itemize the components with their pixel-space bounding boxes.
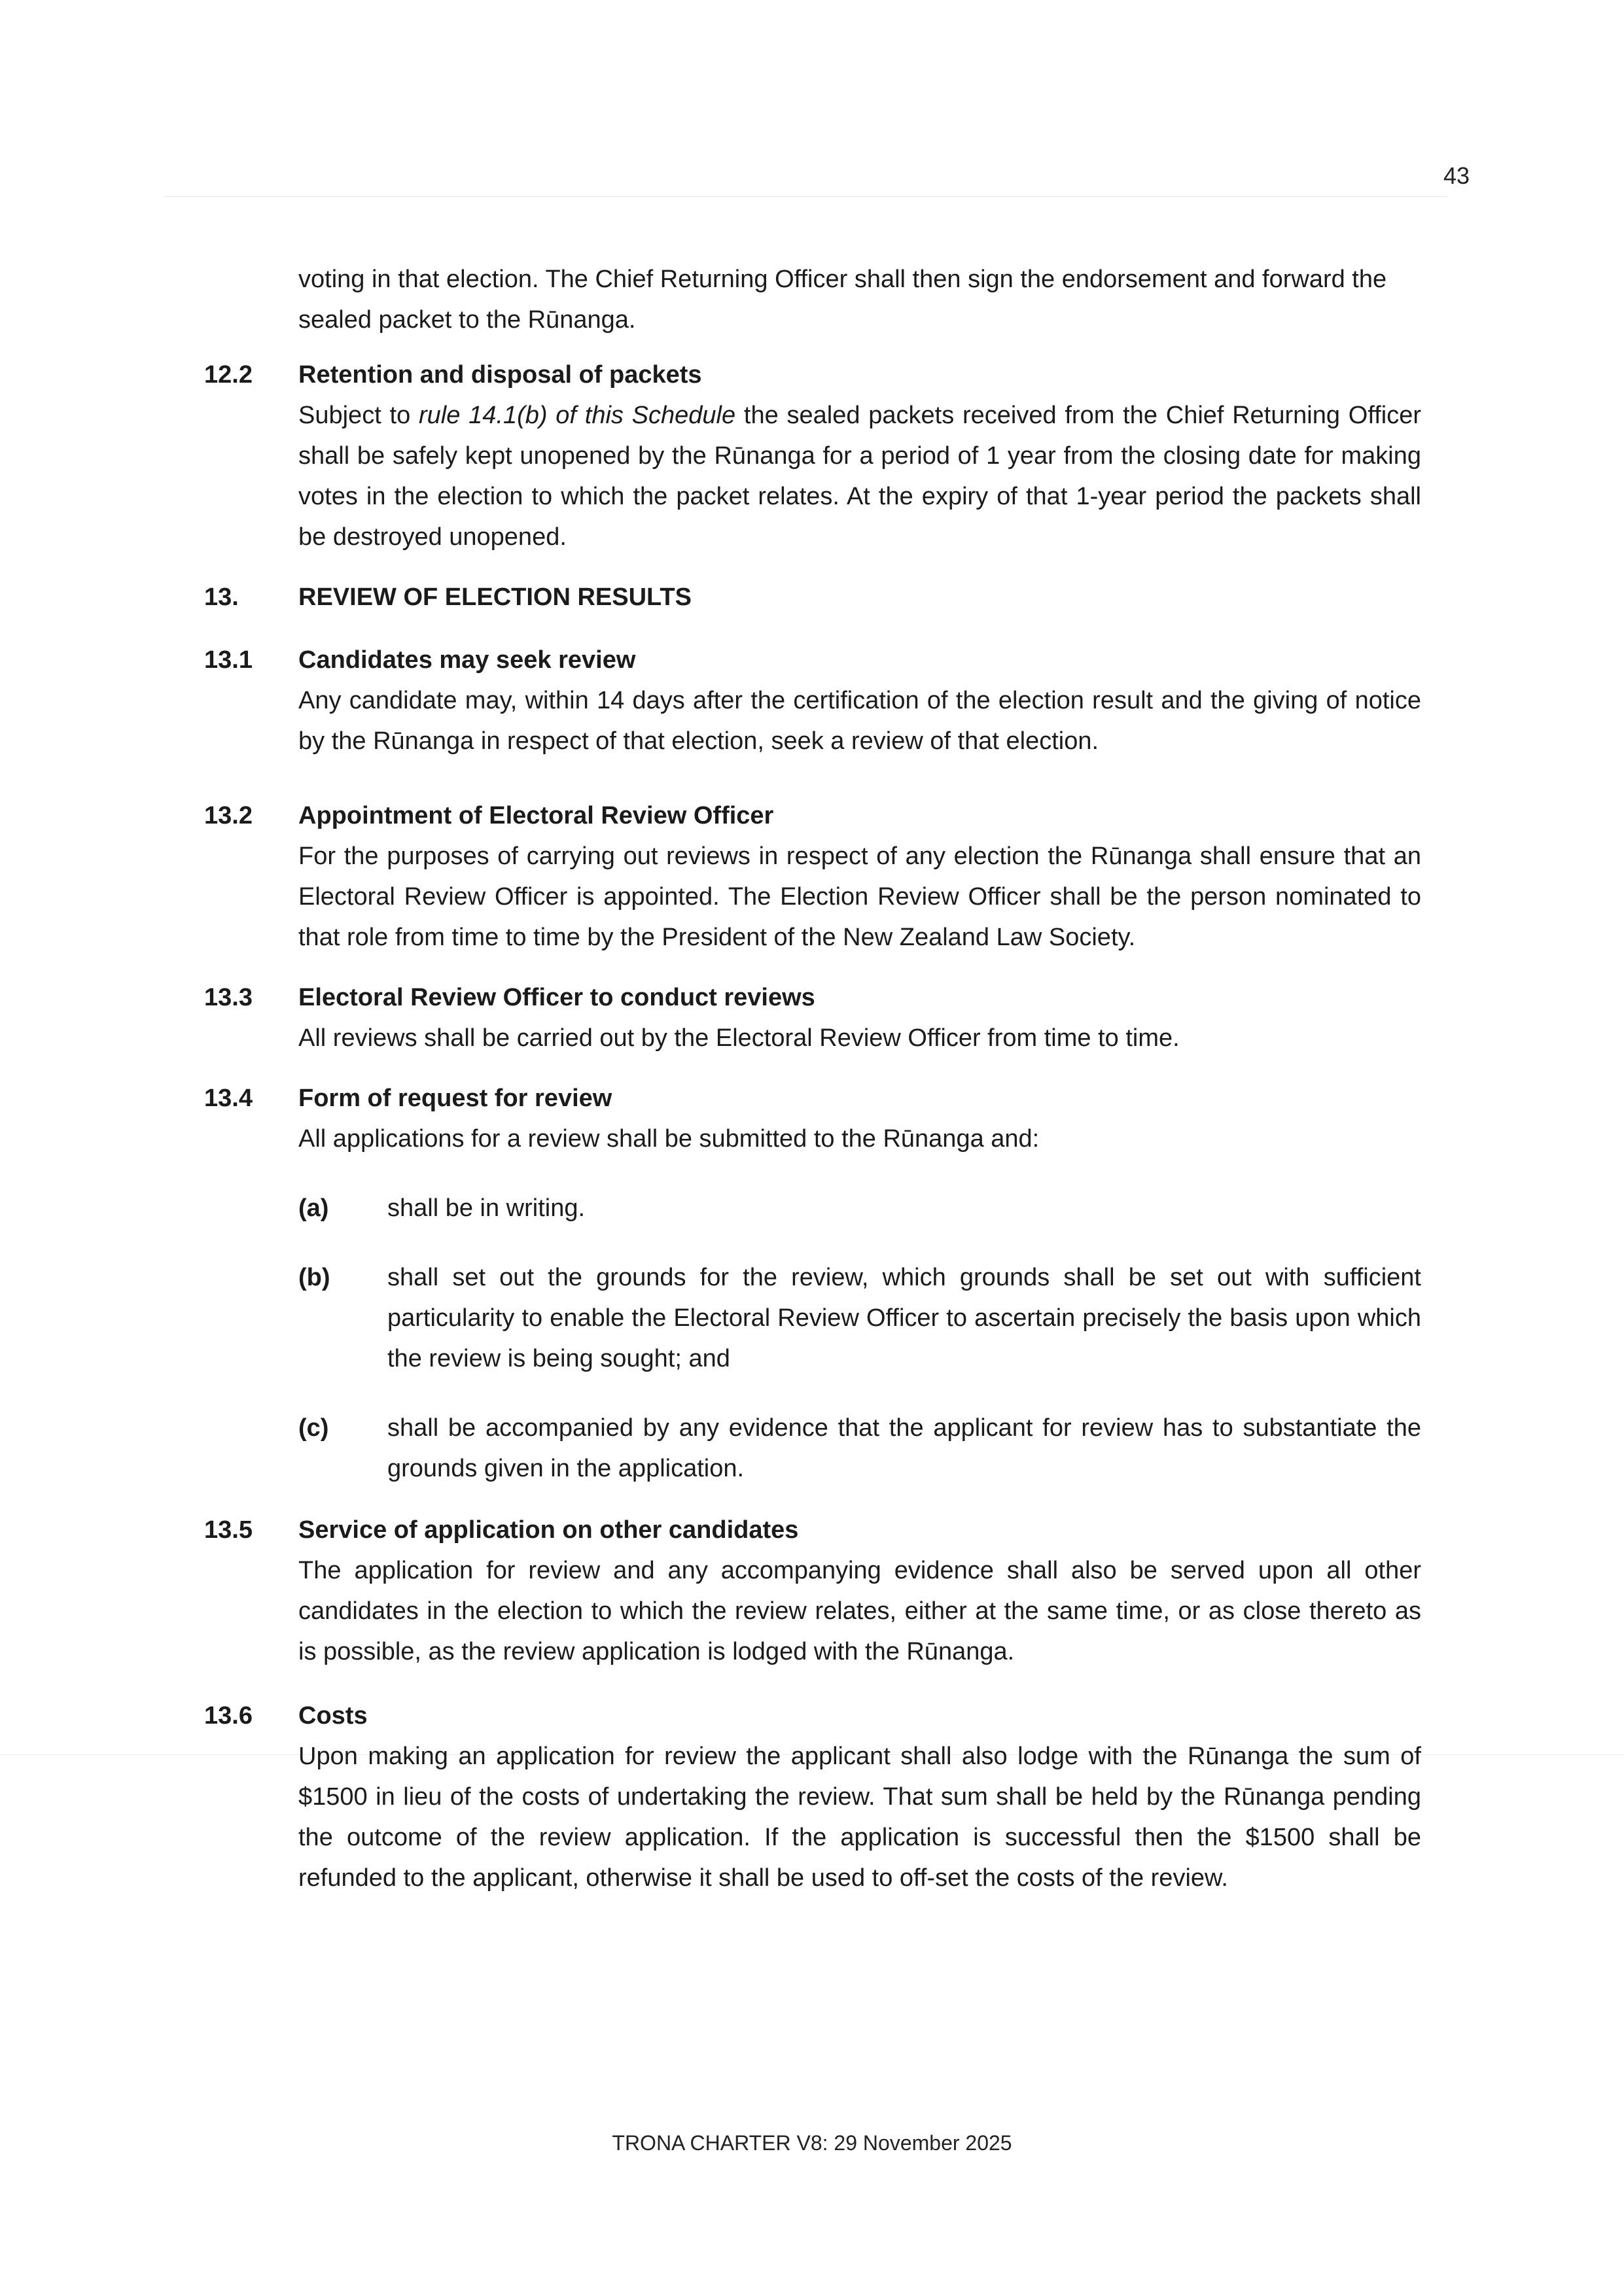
- section-13-2: [204, 795, 1421, 958]
- list-item-label: (b): [298, 1264, 330, 1291]
- list-item-text: shall set out the grounds for the review, which grounds shall be set out with sufficient particularity to enable the Electoral Review Officer to ascertain precisely the basis upon which the review is being sought; and: [387, 1264, 1421, 1372]
- section-title: Retention and disposal of packets: [298, 361, 702, 389]
- list-item-text: shall be accompanied by any evidence that the applicant for review has to substantiate the grounds given in the application.: [387, 1414, 1421, 1482]
- section-number: 13.3: [204, 984, 253, 1011]
- section-title: Form of request for review: [298, 1085, 612, 1112]
- section-title: Appointment of Electoral Review Officer: [298, 802, 774, 829]
- section-text: Subject to rule 14.1(b) of this Schedule the sealed packets received from the Chief Returning Officer shall be safely kept unopened by the Rūnanga for a period of 1 year from the closing date for making votes in the election to which the packet relates. At the expiry of that 1-year period the packets shall be destroyed unopened.: [298, 402, 1421, 551]
- list-item-label: (a): [298, 1194, 329, 1222]
- intro-paragraph: voting in that election. The Chief Returning Officer shall then sign the endorsement and forward the sealed packet to the Rūnanga.: [298, 266, 1387, 334]
- section-number: 12.2: [204, 361, 253, 389]
- main-heading: REVIEW OF ELECTION RESULTS: [298, 583, 692, 611]
- section-number: 13.2: [204, 802, 253, 829]
- rule-reference: rule 14.1(b) of this Schedule: [418, 402, 736, 429]
- section-number: 13.6: [204, 1702, 253, 1730]
- list-item: [298, 1408, 1421, 1489]
- list-item-text: shall be in writing.: [387, 1194, 586, 1222]
- section-13-1: [204, 640, 1421, 761]
- section-title: Costs: [298, 1702, 368, 1730]
- section-number: 13.1: [204, 646, 253, 674]
- section-13-5: [204, 1510, 1421, 1672]
- section-13-6: [204, 1696, 1421, 1898]
- list-item-label: (c): [298, 1414, 329, 1442]
- section-title: Service of application on other candidates: [298, 1516, 799, 1544]
- section-13-3: [204, 977, 1421, 1058]
- list-item: [298, 1257, 1421, 1379]
- list-item: [298, 1188, 1421, 1228]
- section-title: Electoral Review Officer to conduct reviews: [298, 984, 815, 1011]
- section-12-2: [204, 355, 1421, 557]
- page-footer: TRONA CHARTER V8: 29 November 2025: [612, 2131, 1012, 2155]
- section-13: [204, 577, 1421, 617]
- section-13-4: [204, 1078, 1421, 1489]
- section-text: The application for review and any accompanying evidence shall also be served upon all other candidates in the election to which the review relates, either at the same time, or as close thereto as is possible, as the review application is lodged with the Rūnanga.: [298, 1557, 1421, 1665]
- document-body: [204, 259, 1421, 1898]
- section-text: Any candidate may, within 14 days after the certification of the election result and the giving of notice by the Rūnanga in respect of that election, seek a review of that election.: [298, 687, 1421, 755]
- section-text: All applications for a review shall be submitted to the Rūnanga and:: [298, 1125, 1040, 1153]
- section-number: 13.5: [204, 1516, 253, 1544]
- header-rule: [165, 196, 1447, 197]
- section-text: For the purposes of carrying out reviews in respect of any election the Rūnanga shall ensure that an Electoral Review Officer is appointed. The Election Review Officer shall be the person nominated to that role from time to time by the President of the New Zealand Law Society.: [298, 843, 1421, 951]
- page-number: 43: [1443, 162, 1470, 189]
- section-text: Upon making an application for review the applicant shall also lodge with the Rūnanga the sum of $1500 in lieu of the costs of undertaking the review. That sum shall be held by the Rūnanga pending the outcome of the review application. If the application is successful then the $1500 shall be refunded to the applicant, otherwise it shall be used to off-set the costs of the review.: [298, 1743, 1421, 1892]
- section-text: All reviews shall be carried out by the Electoral Review Officer from time to time.: [298, 1024, 1180, 1052]
- section-number: 13.: [204, 583, 239, 611]
- section-number: 13.4: [204, 1085, 253, 1112]
- section-title: Candidates may seek review: [298, 646, 636, 674]
